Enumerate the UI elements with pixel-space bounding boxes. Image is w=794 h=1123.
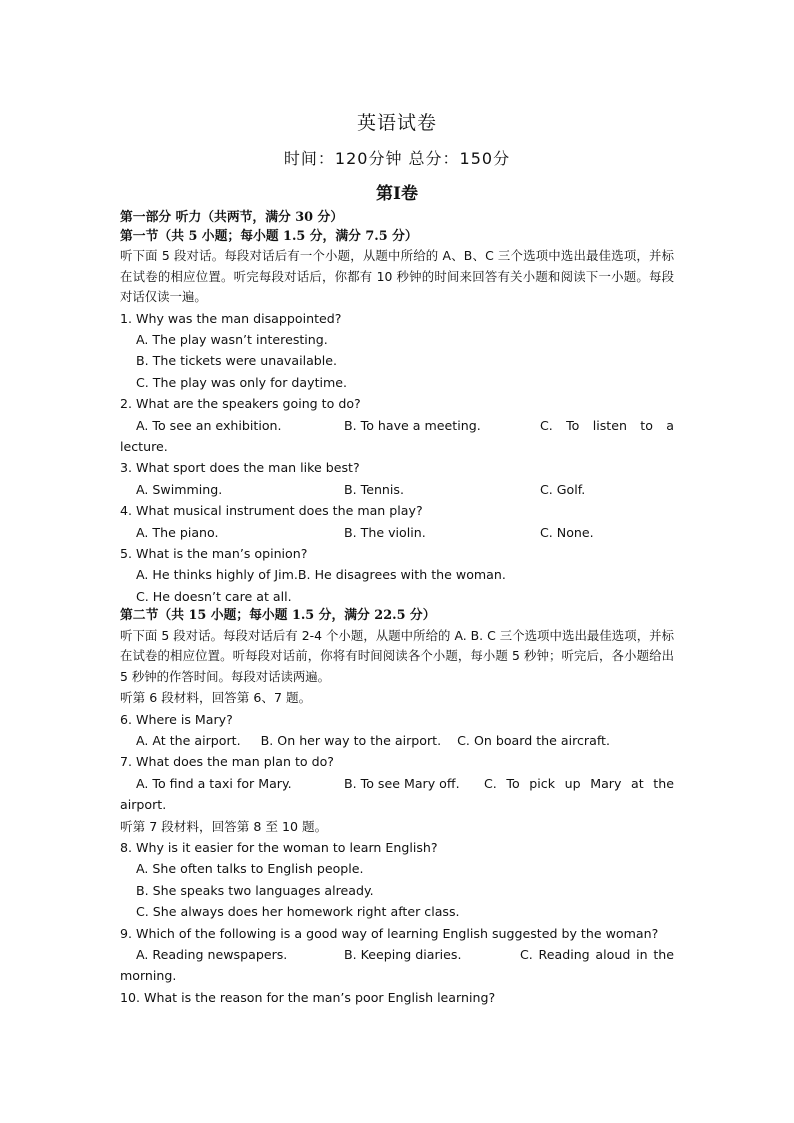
- section2-heading: 第二节（共 15 小题；每小题 1.5 分，满分 22.5 分）: [120, 608, 436, 624]
- options-3: [120, 479, 674, 500]
- option-8a: A. She often talks to English people.: [136, 861, 364, 877]
- question-5: 5. What is the man’s opinion?: [120, 545, 308, 561]
- section2-instructions: 听下面 5 段对话。每段对话后有 2-4 个小题，从题中所给的 A. B. C 三个选项中选出最佳选项，并标在试卷的相应位置。听每段对话前，你将有时间阅读各个小题，每小题 5 秒钟；听完后，各小题给出 5 秒钟的作答时间。每段对话读两遍。: [120, 627, 674, 684]
- question-1: 1. Why was the man disappointed?: [120, 310, 342, 326]
- part-heading: 第一部分 听力（共两节，满分 30 分）: [120, 210, 344, 225]
- options-9: [120, 944, 674, 965]
- option-3a: A. Swimming.: [136, 481, 223, 497]
- question-3: 3. What sport does the man like best?: [120, 460, 360, 476]
- question-8: 8. Why is it easier for the woman to learn English?: [120, 840, 438, 856]
- option-4b: B. The violin.: [344, 524, 426, 540]
- option-7a: A. To find a taxi for Mary.: [136, 775, 292, 791]
- question-7: 7. What does the man plan to do?: [120, 754, 334, 770]
- question-9: 9. Which of the following is a good way of learning English suggested by the woman?: [120, 925, 659, 941]
- exam-page: [120, 108, 674, 1008]
- options-7: [120, 773, 674, 794]
- material-6-note: 听第 6 段材料，回答第 6、7 题。: [120, 690, 312, 706]
- option-6c: C. On board the aircraft.: [457, 733, 610, 748]
- option-6b: B. On her way to the airport.: [260, 733, 442, 748]
- question-4: 4. What musical instrument does the man play?: [120, 503, 423, 519]
- option-4a: A. The piano.: [136, 524, 219, 540]
- option-4c: C. None.: [540, 524, 594, 540]
- option-1b: B. The tickets were unavailable.: [136, 353, 338, 369]
- option-5ab: A. He thinks highly of Jim.B. He disagrees with the woman.: [136, 567, 506, 583]
- option-1c: C. The play was only for daytime.: [136, 374, 348, 390]
- section1-heading: 第一节（共 5 小题；每小题 1.5 分，满分 7.5 分）: [120, 228, 418, 244]
- option-3b: B. Tennis.: [344, 481, 404, 497]
- option-9a: A. Reading newspapers.: [136, 947, 288, 963]
- options-6: [120, 730, 674, 751]
- option-8b: B. She speaks two languages already.: [136, 882, 374, 898]
- option-8c: C. She always does her homework right after class.: [136, 904, 460, 920]
- option-2a: A. To see an exhibition.: [136, 417, 282, 433]
- volume-heading: 第Ⅰ卷: [376, 184, 418, 204]
- exam-time-score: 时间：120分钟 总分：150分: [283, 149, 511, 168]
- option-9c-tail: morning.: [120, 968, 177, 984]
- option-2c-tail: lecture.: [120, 438, 168, 454]
- option-2c-head: C. To listen to a: [540, 417, 674, 433]
- question-2: 2. What are the speakers going to do?: [120, 396, 361, 412]
- option-1a: A. The play wasn’t interesting.: [136, 331, 328, 347]
- option-5c: C. He doesn’t care at all.: [136, 588, 292, 604]
- option-7c-head: C. To pick up Mary at the: [484, 775, 674, 791]
- question-10: 10. What is the reason for the man’s poor English learning?: [120, 989, 496, 1005]
- material-7-note: 听第 7 段材料，回答第 8 至 10 题。: [120, 818, 328, 834]
- option-7c-tail: airport.: [120, 797, 167, 813]
- options-4: [120, 522, 674, 543]
- options-2: [120, 415, 674, 436]
- option-9c-head: C. Reading aloud in the: [520, 947, 674, 963]
- option-2b: B. To have a meeting.: [344, 417, 481, 433]
- option-6a: A. At the airport.: [136, 733, 241, 748]
- option-3c: C. Golf.: [540, 481, 586, 497]
- option-9b: B. Keeping diaries.: [344, 947, 462, 963]
- option-7b: B. To see Mary off.: [344, 775, 460, 791]
- question-6: 6. Where is Mary?: [120, 711, 233, 727]
- page-title: 英语试卷: [356, 112, 437, 134]
- section1-instructions: 听下面 5 段对话。每段对话后有一个小题，从题中所给的 A、B、C 三个选项中选出最佳选项，并标在试卷的相应位置。听完每段对话后，你都有 10 秒钟的时间来回答有关小题和阅读下一小题。每段对话仅读一遍。: [120, 248, 674, 304]
